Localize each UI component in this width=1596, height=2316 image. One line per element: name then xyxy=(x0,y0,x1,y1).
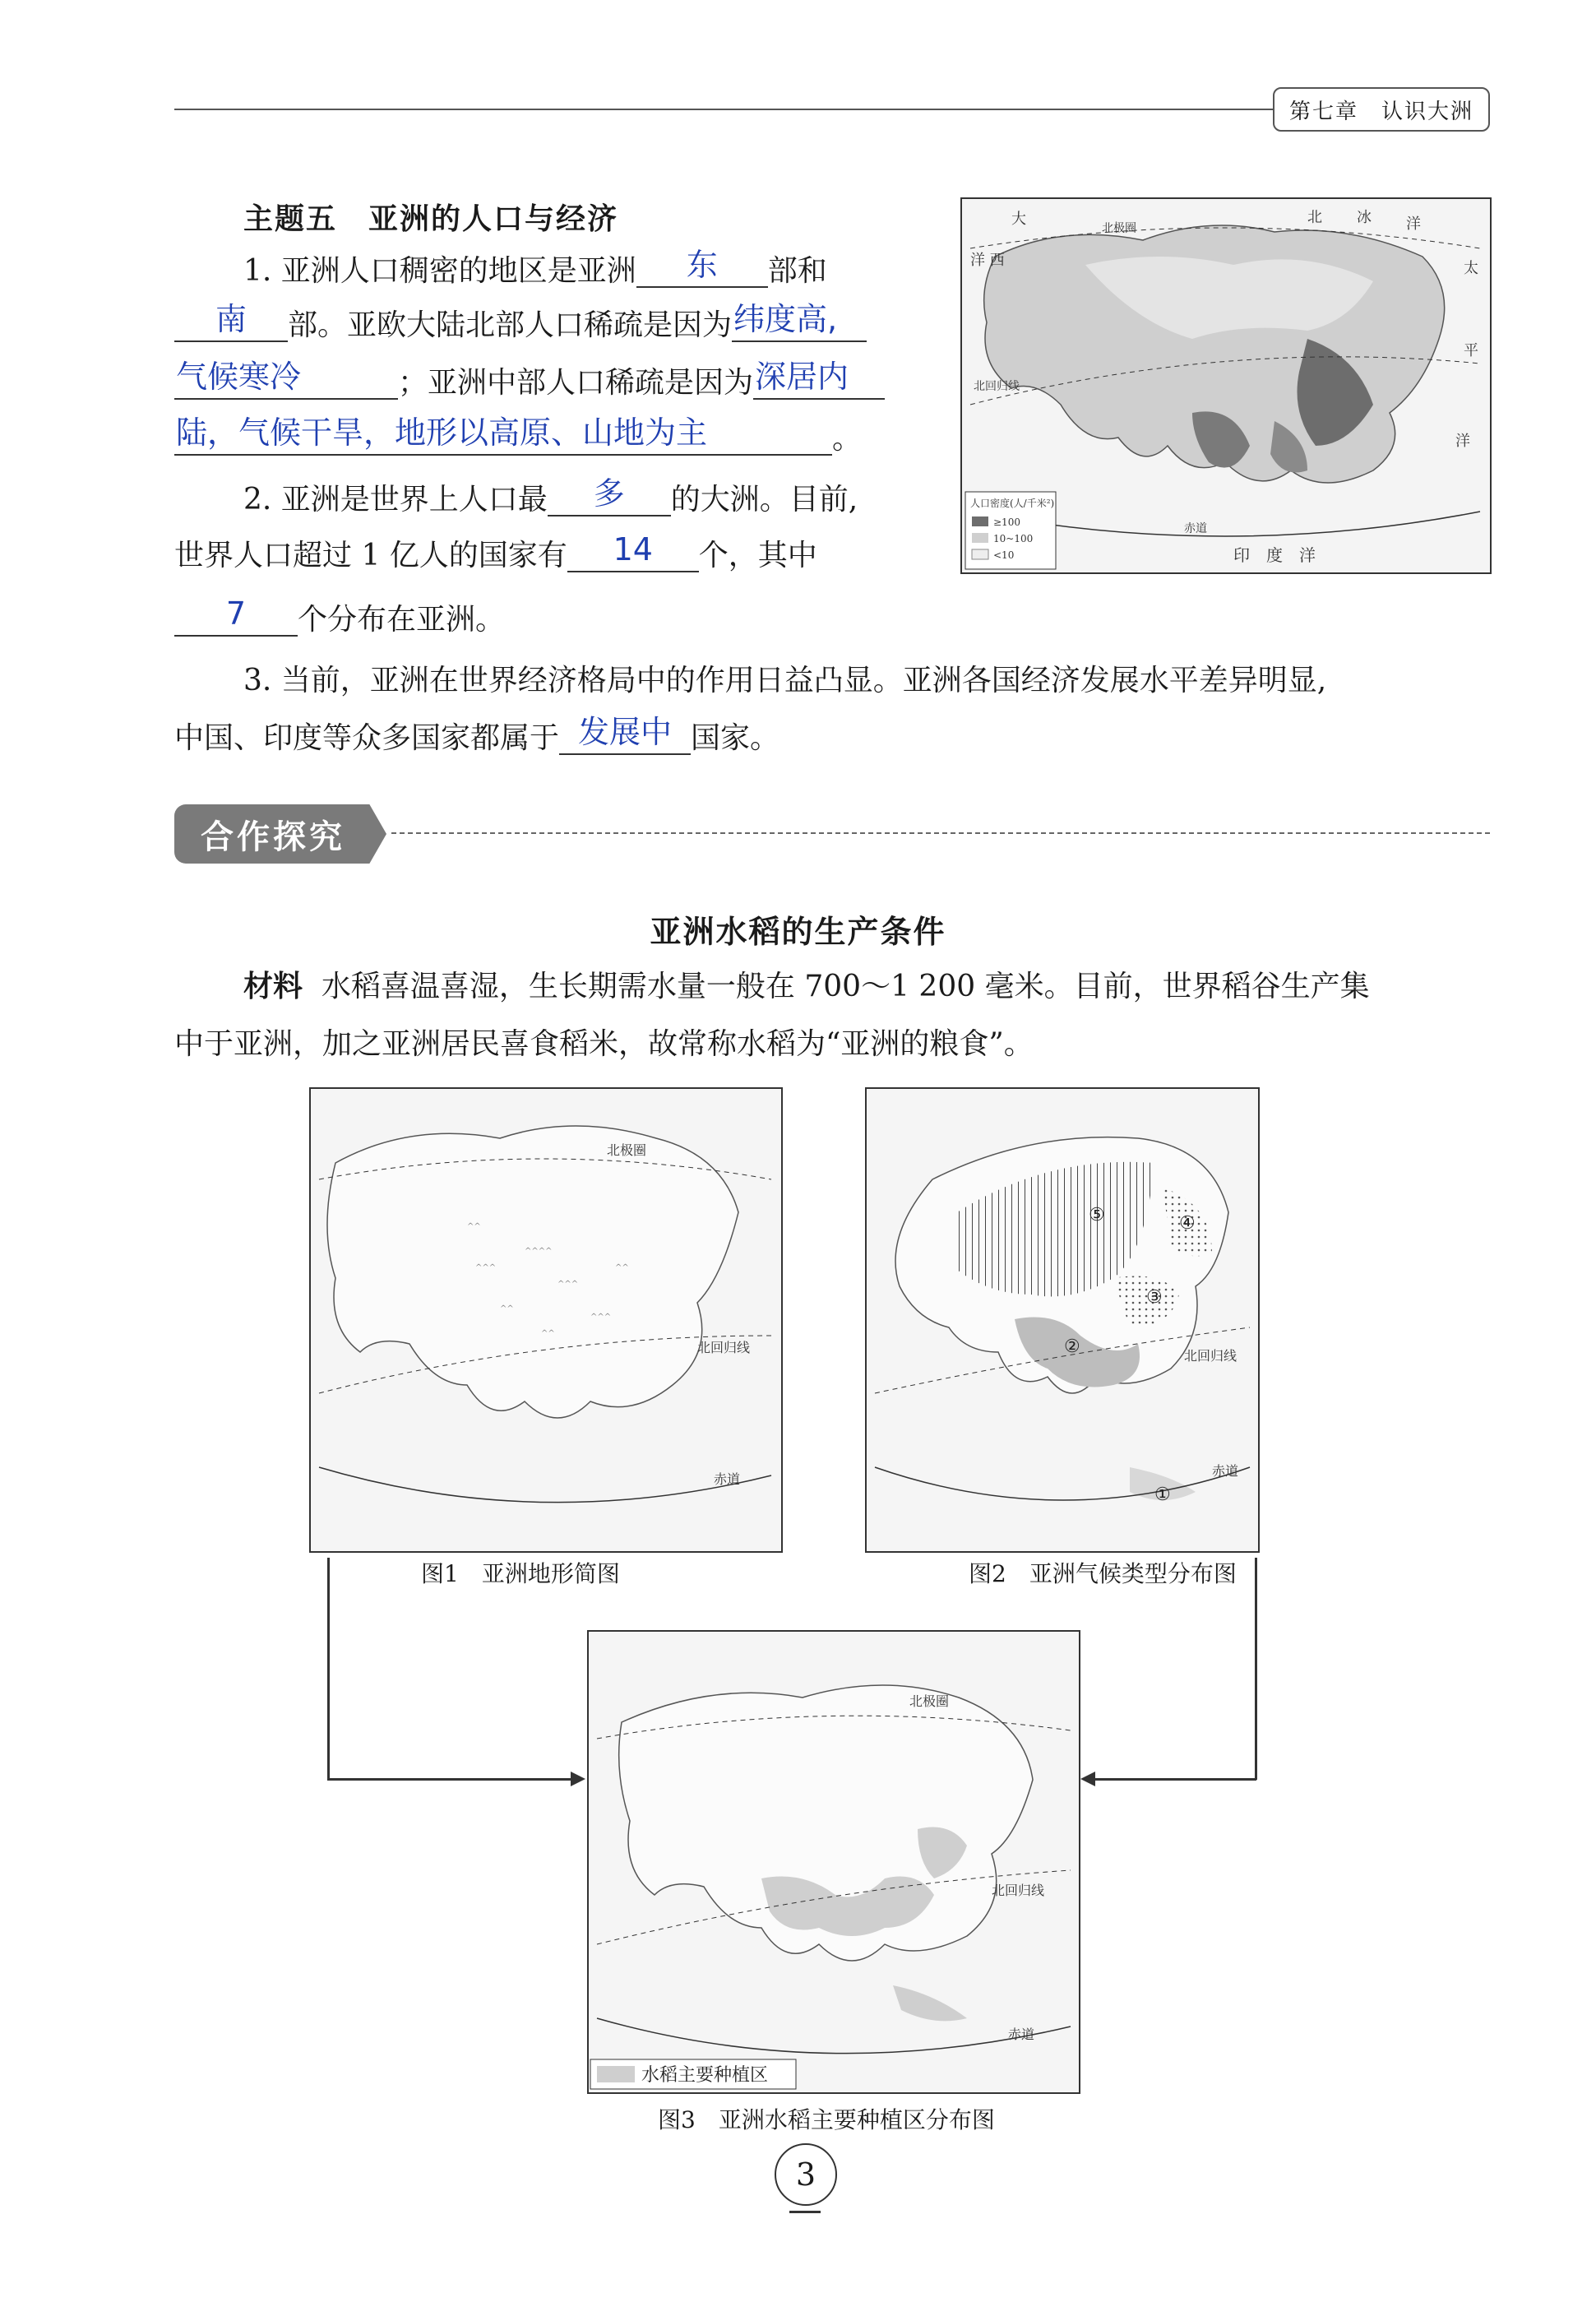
q1-blank-south[interactable] xyxy=(174,301,288,342)
q1-mid3: ；亚洲中部人口稀疏是因为 xyxy=(398,366,754,400)
q2-blank-most[interactable] xyxy=(548,475,671,516)
arrow-left-vertical xyxy=(327,1558,330,1780)
label-pacific-ping: 平 xyxy=(1464,342,1478,359)
q1-mid2: 部。亚欧大陆北部人口稀疏是因为 xyxy=(288,308,733,342)
density-legend-title: 人口密度(人/千米²) xyxy=(970,498,1055,509)
label-equator: 赤道 xyxy=(1184,522,1207,535)
fig3-label-equator: 赤道 xyxy=(1008,2026,1035,2042)
q3-end: 国家。 xyxy=(691,721,780,755)
figure2-svg xyxy=(867,1089,1258,1551)
arrow-left-horizontal xyxy=(327,1778,574,1781)
figure1-terrain-map xyxy=(309,1087,783,1553)
material-line2: 中于亚洲，加之亚洲居民喜食稻米，故常称水稻为“亚洲的粮食”。 xyxy=(174,1027,1034,1061)
figure3-rice-map xyxy=(587,1630,1080,2094)
q2-blank-count[interactable] xyxy=(567,531,699,572)
svg-text:^^: ^^ xyxy=(467,1222,481,1231)
climate-zone-1: ① xyxy=(1154,1485,1171,1505)
page-number: 3 xyxy=(775,2143,837,2206)
fig1-label-tropic: 北回归线 xyxy=(697,1340,751,1355)
q3-line1: 3. 当前，亚洲在世界经济格局中的作用日益凸显。亚洲各国经济发展水平差异明显, xyxy=(243,664,1327,697)
material-text1: 水稻喜温喜湿，生长期需水量一般在 700～1 200 毫米。目前，世界稻谷生产集 xyxy=(321,970,1370,1003)
label-arctic-circle: 北极圈 xyxy=(1102,222,1136,235)
label-arctic-north: 北 xyxy=(1307,209,1322,226)
climate-zone-4: ④ xyxy=(1179,1213,1196,1234)
arrow-right-horizontal xyxy=(1094,1778,1256,1781)
figure2-caption: 图2 亚洲气候类型分布图 xyxy=(969,1560,1237,1587)
answer-central-b: 陆，气候干旱，地形以高原、山地为主 xyxy=(176,415,708,451)
fig1-label-equator: 赤道 xyxy=(714,1471,741,1487)
q1-mid1: 部和 xyxy=(767,254,827,288)
answer-north-b: 气候寒冷 xyxy=(176,359,302,395)
climate-zone-5: ⑤ xyxy=(1089,1205,1105,1225)
q1-end: 。 xyxy=(832,422,863,456)
svg-text:^^: ^^ xyxy=(615,1263,629,1272)
legend-swatch-high xyxy=(972,516,988,526)
fig3-label-tropic: 北回归线 xyxy=(992,1883,1045,1898)
q2-line2-text: 世界人口超过 1 亿人的国家有 xyxy=(174,539,567,572)
legend-low: <10 xyxy=(993,549,1015,561)
svg-text:^^^: ^^^ xyxy=(557,1280,579,1289)
figure1-svg xyxy=(311,1089,781,1551)
answer-central-a: 深居内 xyxy=(755,359,849,395)
fig3-legend-label: 水稻主要种植区 xyxy=(641,2065,769,2086)
label-arctic-bing: 冰 xyxy=(1357,209,1372,226)
arrow-right-vertical xyxy=(1255,1558,1257,1780)
banner-dashed-rule xyxy=(391,832,1490,834)
q2-end: 个分布在亚洲。 xyxy=(298,603,506,637)
svg-text:^^^: ^^^ xyxy=(475,1263,497,1272)
q2-line2 xyxy=(174,531,817,572)
q2-mid1: 的大洲。目前, xyxy=(670,483,858,516)
q3-blank-dev[interactable] xyxy=(559,714,691,755)
q1-line3 xyxy=(174,359,885,400)
answer-north-a: 纬度高, xyxy=(733,301,838,337)
fig2-label-equator: 赤道 xyxy=(1212,1463,1239,1479)
figure2-climate-map xyxy=(865,1087,1260,1553)
q2-prefix: 2. 亚洲是世界上人口最 xyxy=(243,483,548,516)
answer-south: 南 xyxy=(215,301,247,337)
arrow-right-head xyxy=(1080,1772,1095,1786)
q1-blank-east[interactable] xyxy=(636,247,768,288)
legend-swatch-mid xyxy=(972,533,988,543)
chapter-tab: 第七章 认识大洲 xyxy=(1273,87,1490,132)
svg-text:^^^: ^^^ xyxy=(590,1313,612,1322)
figure1-caption: 图1 亚洲地形简图 xyxy=(421,1560,620,1587)
answer-east: 东 xyxy=(686,247,718,283)
answer-developing: 发展中 xyxy=(578,714,673,750)
q1-prefix: 1. 亚洲人口稠密的地区是亚洲 xyxy=(243,254,636,288)
q3-line2 xyxy=(174,714,780,755)
cooperation-banner: 合作探究 xyxy=(201,818,345,856)
q1-line2 xyxy=(174,301,867,342)
label-west-ocean: 洋 西 xyxy=(970,252,1005,269)
q3-prefix: 中国、印度等众多国家都属于 xyxy=(174,721,560,755)
climate-zone-3: ③ xyxy=(1146,1287,1163,1308)
section-title: 主题五 亚洲的人口与经济 xyxy=(243,202,619,236)
figure3-svg xyxy=(589,1632,1079,2092)
legend-swatch-low xyxy=(972,549,988,559)
q2-blank-asia[interactable] xyxy=(174,595,298,637)
q1-blank-north-b[interactable] xyxy=(174,359,398,400)
legend-mid: 10~100 xyxy=(993,533,1034,544)
answer-asia: 7 xyxy=(225,595,247,632)
q1-blank-central-a[interactable] xyxy=(753,359,885,400)
label-arctic-yang: 洋 xyxy=(1406,215,1421,233)
figure3-caption: 图3 亚洲水稻主要种植区分布图 xyxy=(658,2106,995,2133)
label-pacific-tai: 太 xyxy=(1464,260,1478,277)
q2-mid2: 个，其中 xyxy=(698,539,817,572)
fig1-label-arctic: 北极圈 xyxy=(607,1142,647,1158)
label-pacific-yang: 洋 xyxy=(1455,433,1470,450)
arrow-left-head xyxy=(571,1772,585,1786)
label-tropic: 北回归线 xyxy=(974,380,1020,393)
fig3-label-arctic: 北极圈 xyxy=(909,1693,950,1709)
label-indian-ocean: 印 度 洋 xyxy=(1233,545,1316,565)
q1-line1 xyxy=(243,247,827,288)
q1-line4 xyxy=(174,415,863,456)
answer-count: 14 xyxy=(613,531,653,567)
q2-line1 xyxy=(243,475,858,516)
page-number-stand xyxy=(789,2203,821,2213)
material-label: 材料 xyxy=(243,970,303,1003)
q2-line3 xyxy=(174,595,506,637)
density-map-svg xyxy=(962,199,1490,572)
q1-blank-north-a[interactable] xyxy=(732,301,867,342)
cooperation-title: 亚洲水稻的生产条件 xyxy=(650,914,946,950)
population-density-map xyxy=(960,197,1492,574)
fig3-legend-swatch xyxy=(597,2066,635,2082)
material-line1 xyxy=(243,970,1370,1003)
svg-text:^^: ^^ xyxy=(500,1304,514,1313)
q1-blank-central-b[interactable] xyxy=(174,415,832,456)
climate-zone-2: ② xyxy=(1064,1336,1080,1357)
label-atlantic: 大 xyxy=(1011,211,1026,228)
svg-text:^^^^: ^^^^ xyxy=(525,1247,553,1256)
legend-high: ≥100 xyxy=(993,516,1020,528)
svg-text:^^: ^^ xyxy=(541,1329,555,1338)
answer-most: 多 xyxy=(593,475,625,512)
fig2-label-tropic: 北回归线 xyxy=(1184,1348,1237,1364)
